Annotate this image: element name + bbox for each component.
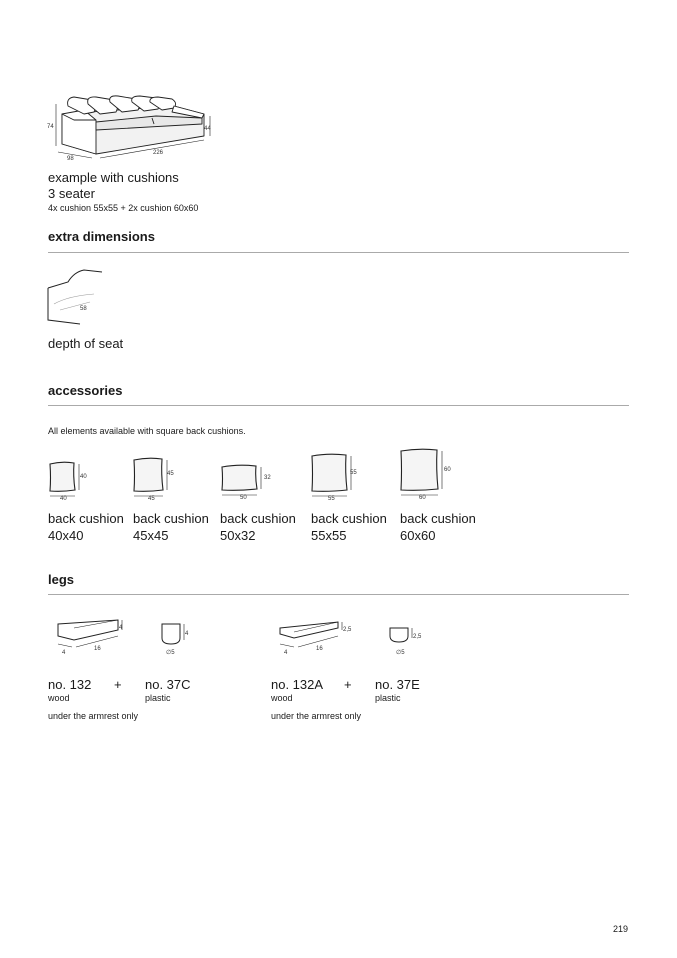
leg-37e-material: plastic [375,693,401,703]
leg-37c-name: no. 37C [145,677,191,692]
example-title: example with cushions [48,170,179,185]
legs-note-left: under the armrest only [48,711,139,721]
cushion-60x60-label: back cushion 60x60 [400,511,476,543]
cushion-45x45-illustration [130,456,182,502]
leg-132a-name: no. 132A [271,677,324,692]
accessories-heading: accessories [48,383,123,398]
leg-132-height: 4 [119,625,123,631]
dim-depth: 98 [67,156,74,162]
leg-132a-height: 2,5 [343,627,352,633]
cushion-60x60-width: 60 [419,495,426,501]
cushion-50x32-illustration [218,463,278,501]
divider [48,252,629,253]
leg-132-name: no. 132 [48,677,92,692]
cushion-40x40-width: 40 [60,496,67,502]
cushion-60x60-height: 60 [444,467,451,473]
leg-132-material: wood [48,693,70,703]
cushion-40x40-label: back cushion 40x40 [48,511,124,543]
leg-132a-depth: 4 [284,650,288,656]
cushion-50x32-width: 50 [240,495,247,501]
extra-caption: depth of seat [48,336,124,351]
leg-37c-height: 4 [185,631,189,637]
cushion-50x32-height: 32 [264,475,271,481]
legs-heading: legs [48,572,75,587]
cushion-45x45-label: back cushion 45x45 [133,511,209,543]
cushion-45x45-height: 45 [167,471,174,477]
leg-37e-illustration [386,616,430,658]
extra-dimensions-heading: extra dimensions [48,229,155,244]
cushion-40x40-illustration [46,460,92,502]
leg-37c-material: plastic [145,693,171,703]
leg-37c-illustration [156,616,196,658]
leg-37c-diameter: ∅5 [166,650,175,656]
dim-width: 226 [153,150,164,156]
cushion-55x55-height: 55 [350,470,357,476]
dim-height: 74 [47,124,54,130]
page-number: 219 [613,924,629,934]
example-detail: 4x cushion 55x55 + 2x cushion 60x60 [48,203,199,213]
cushion-55x55-label: back cushion 55x55 [311,511,387,543]
seat-depth-illustration [44,266,110,328]
leg-132a-illustration [274,614,358,658]
leg-37e-name: no. 37E [375,677,420,692]
example-caption [48,170,179,202]
divider [48,594,629,595]
dim-seat-height: 44 [204,126,211,132]
cushion-40x40-height: 40 [80,474,87,480]
leg-132a-length: 16 [316,646,323,652]
cushion-50x32-label: back cushion 50x32 [220,511,296,543]
legs-note-right: under the armrest only [271,711,362,721]
cushion-45x45-width: 45 [148,496,155,502]
cushion-55x55-width: 55 [328,496,335,502]
cushion-60x60-illustration [397,447,459,501]
accessories-note: All elements available with square back cushions. [48,426,246,436]
leg-132-illustration [52,614,128,658]
leg-132-length: 16 [94,646,101,652]
sofa-illustration [44,94,216,164]
divider [48,405,629,406]
cushion-55x55-illustration [308,452,366,502]
example-subtitle: 3 seater [48,186,95,201]
leg-37e-height: 2,5 [413,634,422,640]
leg-132a-material: wood [271,693,293,703]
dim-seat-depth: 58 [80,306,87,312]
leg-37e-diameter: ∅5 [396,650,405,656]
plus-sign: + [344,677,352,692]
leg-132-depth: 4 [62,650,66,656]
plus-sign: + [114,677,122,692]
